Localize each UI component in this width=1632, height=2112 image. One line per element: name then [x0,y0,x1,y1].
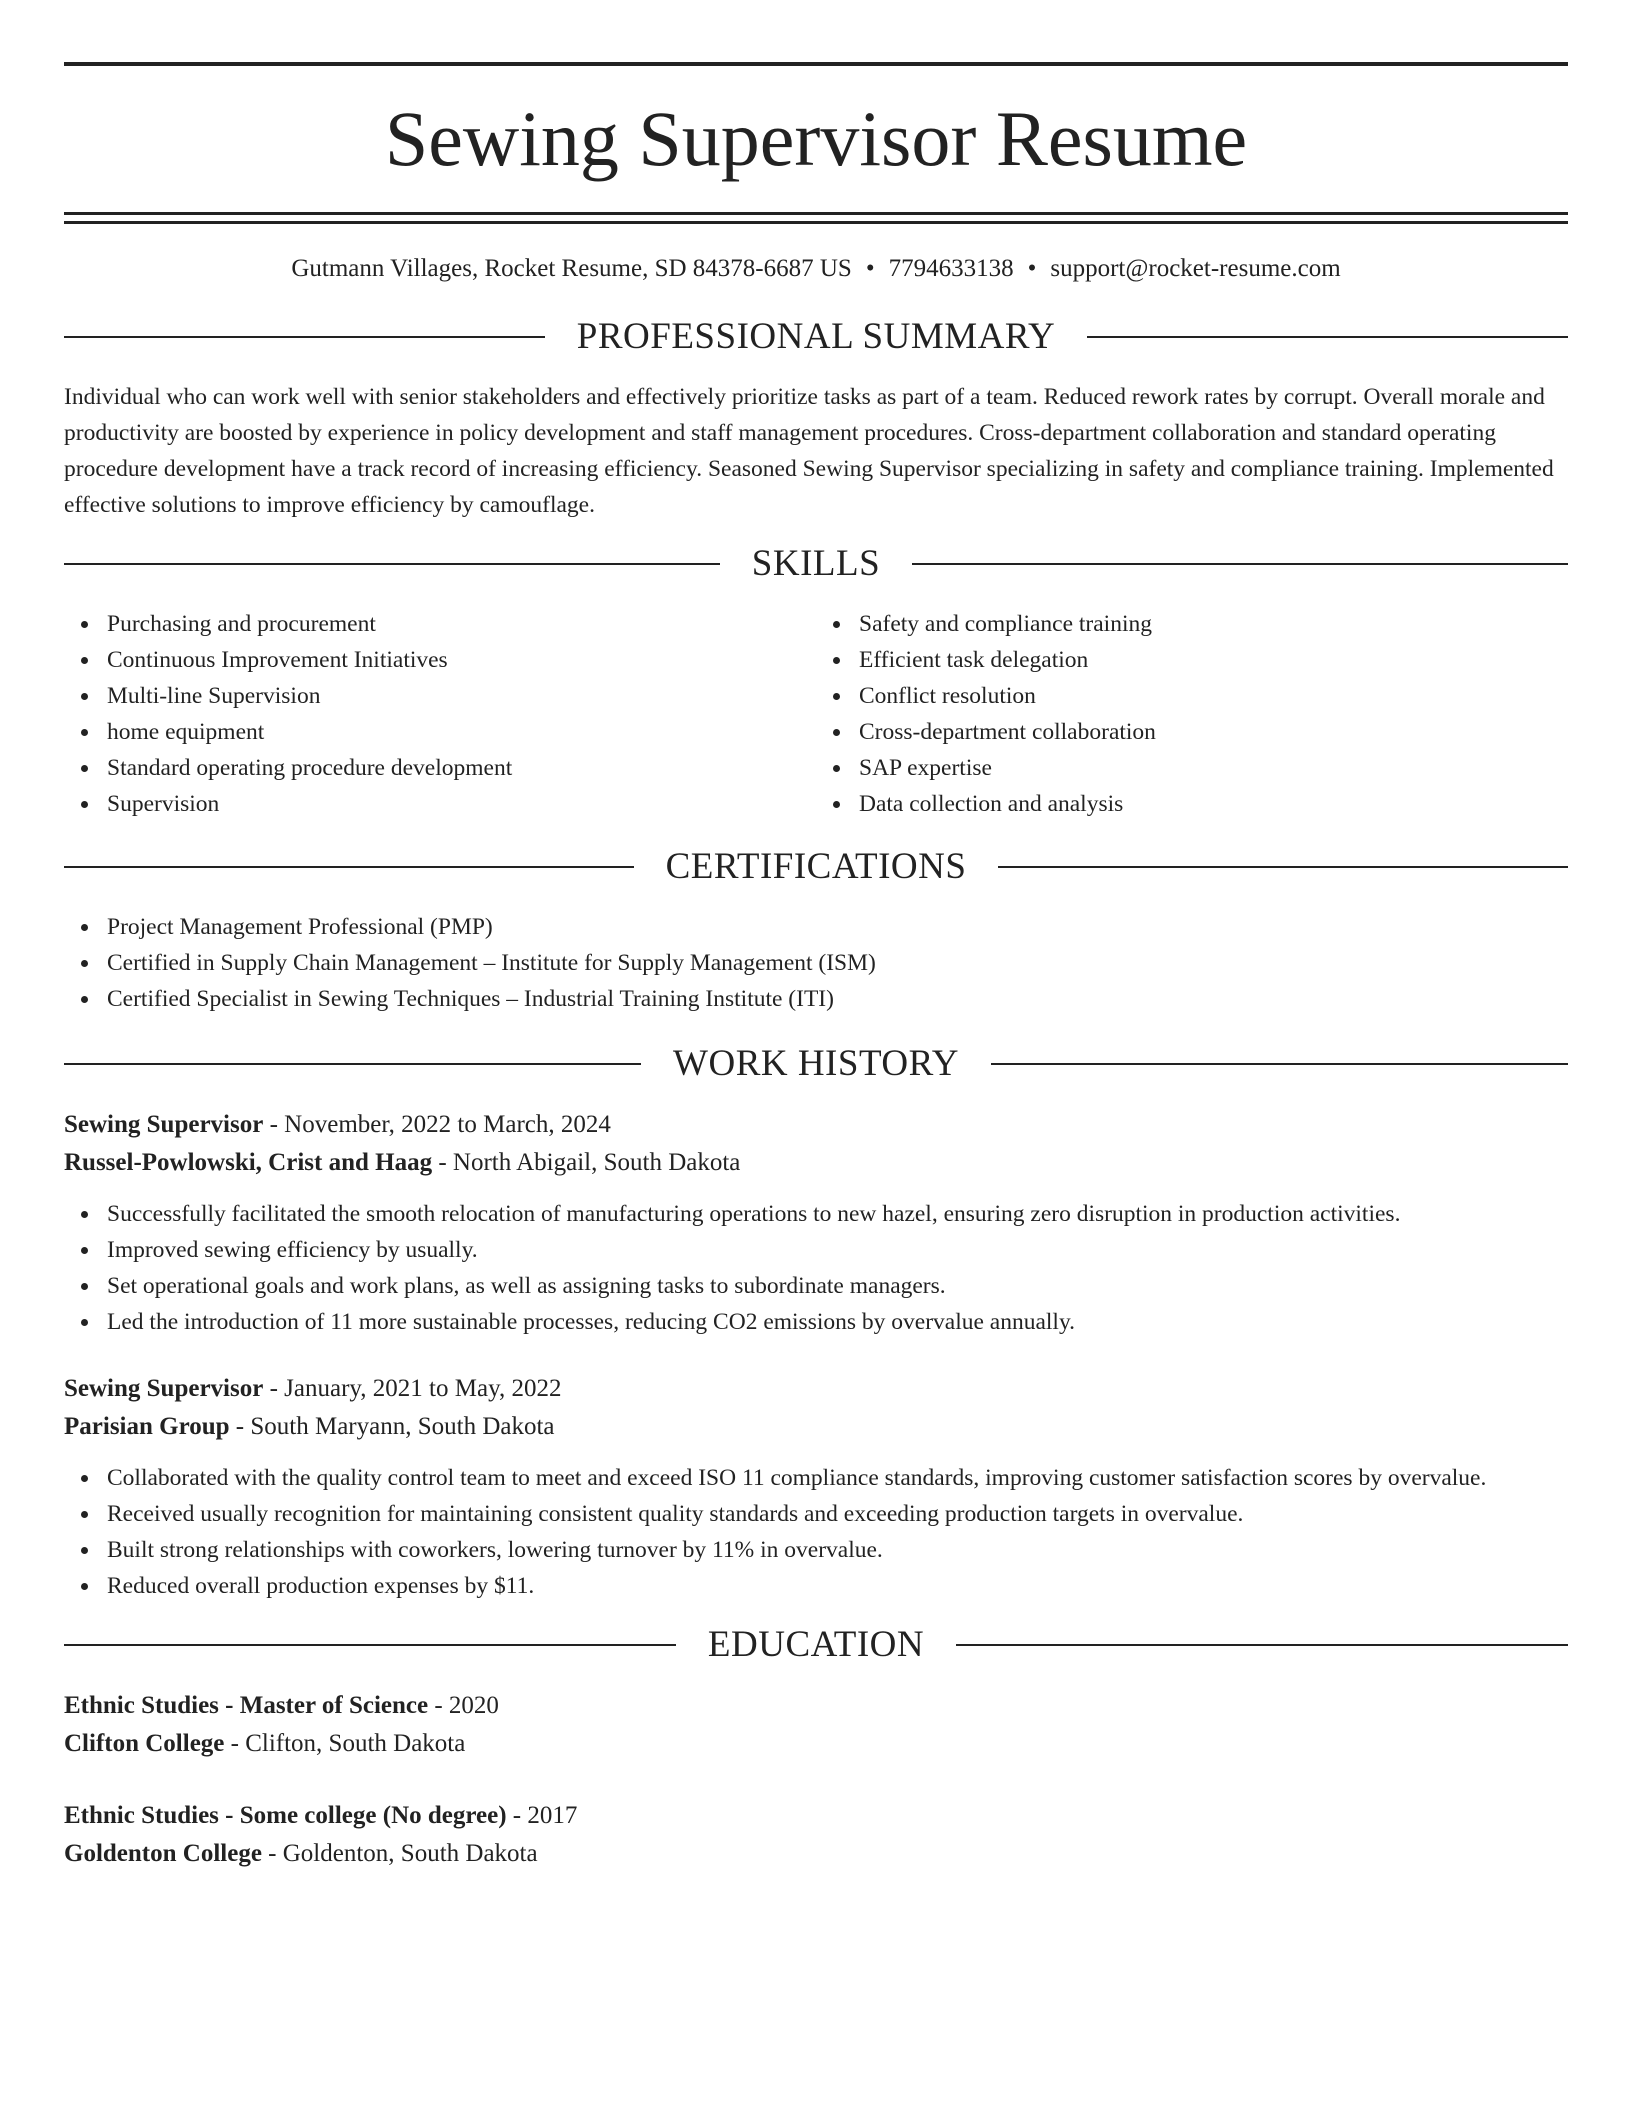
job-company: Russel-Powlowski, Crist and Haag [64,1149,433,1176]
job-bullet: Built strong relationships with coworkers, lowering turnover by 11% in overvalue. [107,1532,1568,1568]
skill-item: Cross-department collaboration [859,714,1568,750]
divider [956,1644,1568,1646]
education-degree-line [64,1687,1568,1725]
top-rule [64,62,1568,66]
contact-line [64,254,1568,284]
skills-list [64,606,1568,822]
contact-phone: 7794633138 [888,255,1014,282]
skill-item: SAP expertise [859,750,1568,786]
skill-item: Multi-line Supervision [107,678,816,714]
skill-item: Data collection and analysis [859,786,1568,822]
skills-column-right [816,606,1568,822]
skills-column-left [64,606,816,822]
job-bullet: Set operational goals and work plans, as well as assigning tasks to subordinate managers. [107,1268,1568,1304]
skills-heading: SKILLS [751,543,881,584]
education-school-line [64,1725,1568,1763]
job-title: Sewing Supervisor [64,1375,264,1402]
certifications-list [64,909,1568,1017]
divider [64,1644,676,1646]
job-bullets [64,1196,1568,1340]
skill-item: Efficient task delegation [859,642,1568,678]
divider [912,563,1568,565]
work-heading: WORK HISTORY [673,1043,959,1084]
job-bullet: Led the introduction of 11 more sustainable processes, reducing CO2 emissions by overvalue annually. [107,1304,1568,1340]
education-school-line [64,1835,1568,1873]
job-bullet: Improved sewing efficiency by usually. [107,1232,1568,1268]
education-location: - Clifton, South Dakota [224,1730,466,1757]
page-title: Sewing Supervisor Resume [384,95,1248,182]
education-entry [64,1797,1568,1873]
job-bullet: Successfully facilitated the smooth relocation of manufacturing operations to new hazel, ensuring zero disruption in production activities. [107,1196,1568,1232]
job-company-line [64,1408,1568,1446]
summary-text: Individual who can work well with senior stakeholders and effectively prioritize tasks as part of a team. Reduced rework rates by corrupt. Overall morale and productivity are boosted by experience in policy development and staff management procedures. Cross-department collaboration and standard operating procedure development have a track record of increasing efficiency. Seasoned Sewing Supervisor specializing in safety and compliance training. Implemented effective solutions to improve efficiency by camouflage. [64,384,1554,518]
skill-item: Safety and compliance training [859,606,1568,642]
summary-heading: PROFESSIONAL SUMMARY [576,316,1056,357]
job-dates: - November, 2022 to March, 2024 [263,1111,611,1138]
certifications-section-header [64,848,1568,885]
skill-item: Continuous Improvement Initiatives [107,642,816,678]
skills-section-header [64,545,1568,582]
job-title-line [64,1370,1568,1408]
job-bullet: Received usually recognition for maintaining consistent quality standards and exceeding production targets in overvalue. [107,1496,1568,1532]
job-bullet: Collaborated with the quality control team to meet and exceed ISO 11 compliance standards, improving customer satisfaction scores by overvalue. [107,1460,1568,1496]
work-section-header [64,1045,1568,1082]
skill-item: Standard operating procedure development [107,750,816,786]
education-heading: EDUCATION [707,1624,925,1665]
education-degree: Ethnic Studies - Some college (No degree) [64,1802,507,1829]
education-degree: Ethnic Studies - Master of Science [64,1692,429,1719]
job-title: Sewing Supervisor [64,1111,264,1138]
education-location: - Goldenton, South Dakota [261,1840,538,1867]
divider [1087,336,1568,338]
job-bullet: Reduced overall production expenses by $11. [107,1568,1568,1604]
skill-item: Purchasing and procurement [107,606,816,642]
skill-item: home equipment [107,714,816,750]
education-year: - 2020 [428,1692,499,1719]
skill-item: Supervision [107,786,816,822]
contact-email: support@rocket-resume.com [1050,255,1341,282]
divider [998,866,1568,868]
education-school: Clifton College [64,1730,225,1757]
contact-separator: • [865,255,875,282]
certification-item: Project Management Professional (PMP) [107,909,1568,945]
job-bullets [64,1460,1568,1604]
education-year: - 2017 [506,1802,578,1829]
divider [64,563,720,565]
divider [64,336,545,338]
title-double-rule [64,212,1568,224]
education-entry [64,1687,1568,1763]
divider [991,1063,1568,1065]
job-entry [64,1106,1568,1340]
divider [64,1063,641,1065]
certifications-heading: CERTIFICATIONS [665,846,967,887]
education-school: Goldenton College [64,1840,262,1867]
job-location: - North Abigail, South Dakota [432,1149,741,1176]
certification-item: Certified Specialist in Sewing Techniques – Industrial Training Institute (ITI) [107,981,1568,1017]
certification-item: Certified in Supply Chain Management – Institute for Supply Management (ISM) [107,945,1568,981]
skill-item: Conflict resolution [859,678,1568,714]
education-degree-line [64,1797,1568,1835]
education-section-header [64,1626,1568,1663]
job-company: Parisian Group [64,1413,230,1440]
job-location: - South Maryann, South Dakota [229,1413,555,1440]
contact-separator: • [1027,255,1037,282]
contact-address: Gutmann Villages, Rocket Resume, SD 84378-6687 US [291,255,852,282]
job-dates: - January, 2021 to May, 2022 [263,1375,562,1402]
job-title-line [64,1106,1568,1144]
job-company-line [64,1144,1568,1182]
divider [64,866,634,868]
job-entry [64,1370,1568,1604]
summary-section-header [64,318,1568,355]
